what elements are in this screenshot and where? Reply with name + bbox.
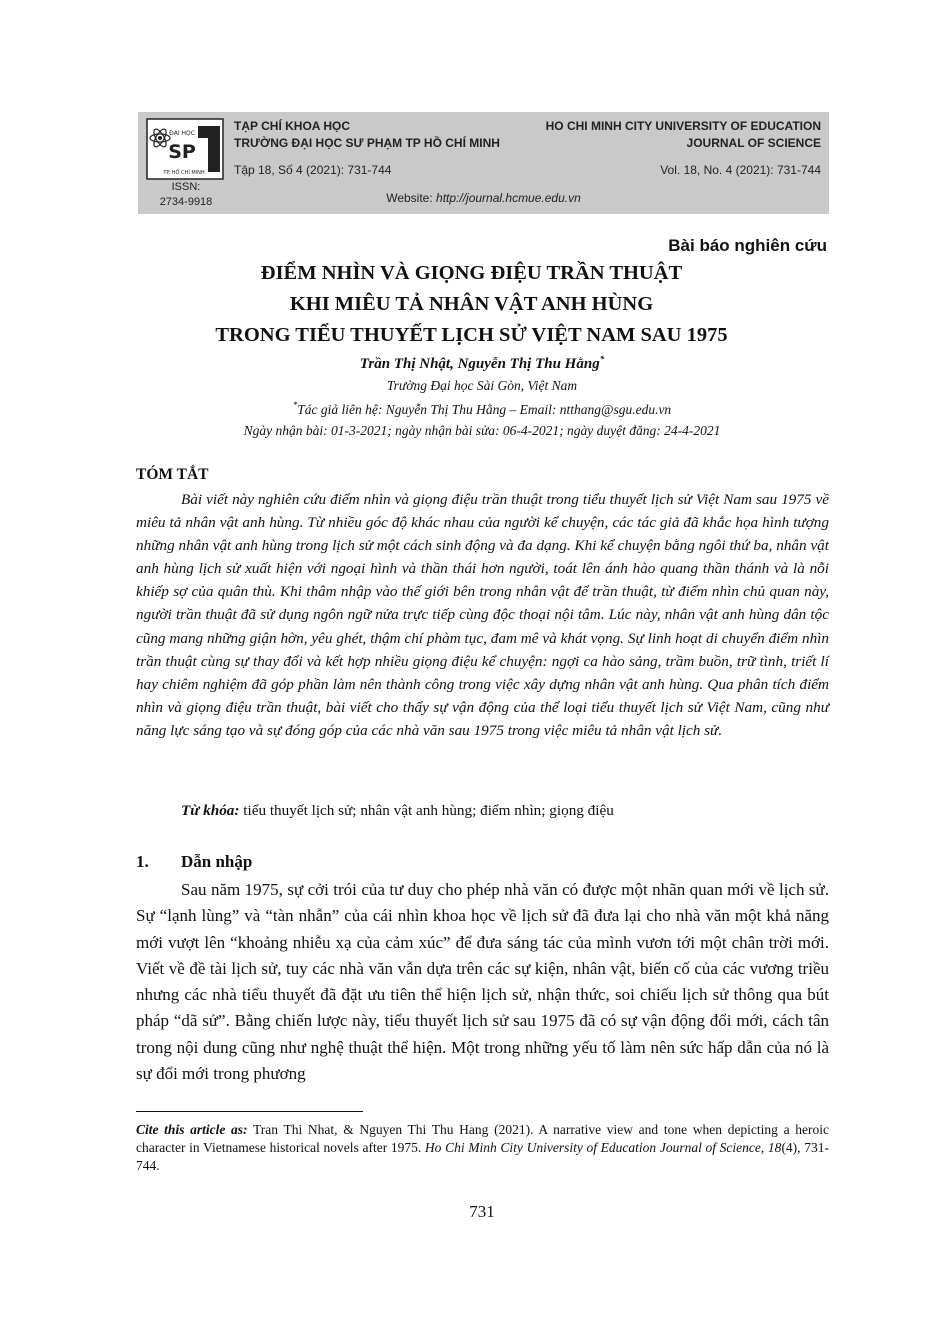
- issn-label: ISSN:: [171, 181, 201, 193]
- section-number: 1.: [136, 852, 149, 871]
- abstract-heading: TÓM TẮT: [136, 466, 209, 483]
- title-line: KHI MIÊU TẢ NHÂN VẬT ANH HÙNG: [289, 293, 654, 315]
- page-number: 731: [469, 1202, 495, 1221]
- footnote-divider: [136, 1111, 363, 1112]
- issn-value: 2734-9918: [159, 196, 213, 208]
- title-line: ĐIỂM NHÌN VÀ GIỌNG ĐIỆU TRẦN THUẬT: [260, 262, 683, 284]
- citation-authors: Tran Thi Nhat, & Nguyen Thi Thu Hang (2021). A narrative view and tone when depicting a heroic character in Vietnamese historical novels after 1975.: [136, 1122, 830, 1155]
- citation-footnote: [136, 1121, 829, 1175]
- journal-en-line1: HO CHI MINH CITY UNIVERSITY OF EDUCATION: [545, 119, 821, 133]
- citation-journal: Ho Chi Minh City University of Education Journal of Science, 18: [424, 1140, 782, 1155]
- keywords-label: Từ khóa:: [181, 802, 240, 819]
- abstract-text: Bài viết này nghiên cứu điểm nhìn và giọng điệu trần thuật trong tiểu thuyết lịch sử Việt Nam sau 1975 về miêu tả nhân vật anh hùng. Từ nhiều góc độ khác nhau của người kể chuyện, các tác giả đã khắc họa hình tượng những nhân vật anh hùng trong lịch sử một cách sinh động và đa dạng. Khi kể chuyện bằng ngôi thứ ba, nhân vật anh hùng lịch sử xuất hiện với ngoại hình và thần thái hơn người, toát lên ánh hào quang thần thánh và là nỗi khiếp sợ của quân thù. Khi thâm nhập vào thế giới bên trong nhân vật để trần thuật, từ điểm nhìn chủ quan này, người trần thuật đã sử dụng ngôn ngữ nửa trực tiếp cùng độc thoại nội tâm. Lúc này, nhân vật anh hùng dân tộc cũng mang những giận hờn, yêu ghét, thậm chí phàm tục, đam mê và khát vọng. Sự linh hoạt di chuyển điểm nhìn trần thuật cùng sự thay đổi và kết hợp nhiều giọng điệu kể chuyện: ngợi ca hào sảng, trầm buồn, trữ tình, triết lí hay chiêm nghiệm đã góp phần làm nên thành công trong việc xây dựng nhân vật anh hùng. Qua phân tích điểm nhìn và giọng điệu trần thuật, bài viết cho thấy sự vận động của thể loại tiểu thuyết lịch sử Việt Nam, cũng như năng lực sáng tạo và sự đóng góp của các nhà văn sau 1975 trong việc miêu tả nhân vật lịch sử.: [136, 491, 829, 739]
- article-title: [0, 258, 943, 351]
- author-names: Trần Thị Nhật, Nguyễn Thị Thu Hằng: [359, 356, 600, 372]
- university-logo-icon: [146, 118, 224, 180]
- contact-text: Tác giả liên hệ: Nguyễn Thị Thu Hằng – Email: ntthang@sgu.edu.vn: [297, 402, 672, 417]
- volume-en: Vol. 18, No. 4 (2021): 731-744: [660, 163, 821, 177]
- corresponding-mark: *: [292, 400, 298, 410]
- website: [138, 191, 829, 205]
- corresponding-mark: *: [599, 354, 605, 364]
- svg-text:SP: SP: [168, 141, 196, 163]
- contact: [0, 400, 943, 418]
- citation-label: Cite this article as:: [136, 1122, 248, 1137]
- keywords-text: tiểu thuyết lịch sử; nhân vật anh hùng; điểm nhìn; giọng điệu: [243, 802, 614, 819]
- keywords: [181, 802, 614, 820]
- svg-text:ĐẠI HỌC: ĐẠI HỌC: [169, 130, 195, 137]
- journal-header: [138, 112, 829, 214]
- journal-vn-line1: TẠP CHÍ KHOA HỌC: [234, 119, 351, 133]
- website-link[interactable]: http://journal.hcmue.edu.vn: [436, 191, 581, 205]
- submission-dates: Ngày nhận bài: 01-3-2021; ngày nhận bài sửa: 06-4-2021; ngày duyệt đăng: 24-4-2021: [243, 423, 721, 438]
- website-label: Website:: [386, 191, 433, 205]
- journal-vn-line2: TRƯỜNG ĐẠI HỌC SƯ PHẠM TP HỒ CHÍ MINH: [234, 136, 500, 150]
- citation-issue: (4), 731-744.: [136, 1140, 829, 1173]
- svg-text:TP. HỒ CHÍ MINH: TP. HỒ CHÍ MINH: [163, 170, 205, 176]
- section-body: Sau năm 1975, sự cởi trói của tư duy cho phép nhà văn có được một nhãn quan mới về lịch sử. Sự “lạnh lùng” và “tàn nhẫn” của cái nhìn khoa học về lịch sử đã đưa lại cho nhà văn một khả năng mới vượt lên “khoảng nhiễu xạ của cảm xúc” để đưa sáng tác của mình vươn tới một chân trời mới. Viết về đề tài lịch sử, tuy các nhà văn vẫn dựa trên các sự kiện, nhân vật, biến cố của các vương triều nhưng các nhà tiểu thuyết đã đặt ưu tiên thể hiện lịch sử, nhận thức, soi chiếu lịch sử thông qua bút pháp “dã sử”. Bằng chiến lược này, tiểu thuyết lịch sử sau 1975 đã có sự vận động đổi mới, cách tân trong nội dung cũng như nghệ thuật thể hiện. Một trong những yếu tố làm nên sức hấp dẫn của nó là sự đổi mới trong phương: [136, 880, 829, 1084]
- article-type: Bài báo nghiên cứu: [668, 236, 827, 255]
- journal-en-line2: JOURNAL OF SCIENCE: [686, 136, 821, 150]
- title-line: TRONG TIỂU THUYẾT LỊCH SỬ VIỆT NAM SAU 1975: [215, 324, 728, 346]
- section-title: Dẫn nhập: [181, 852, 253, 871]
- affiliation: Trường Đại học Sài Gòn, Việt Nam: [386, 378, 578, 393]
- authors: [0, 354, 943, 373]
- volume-vn: Tập 18, Số 4 (2021): 731-744: [234, 163, 392, 177]
